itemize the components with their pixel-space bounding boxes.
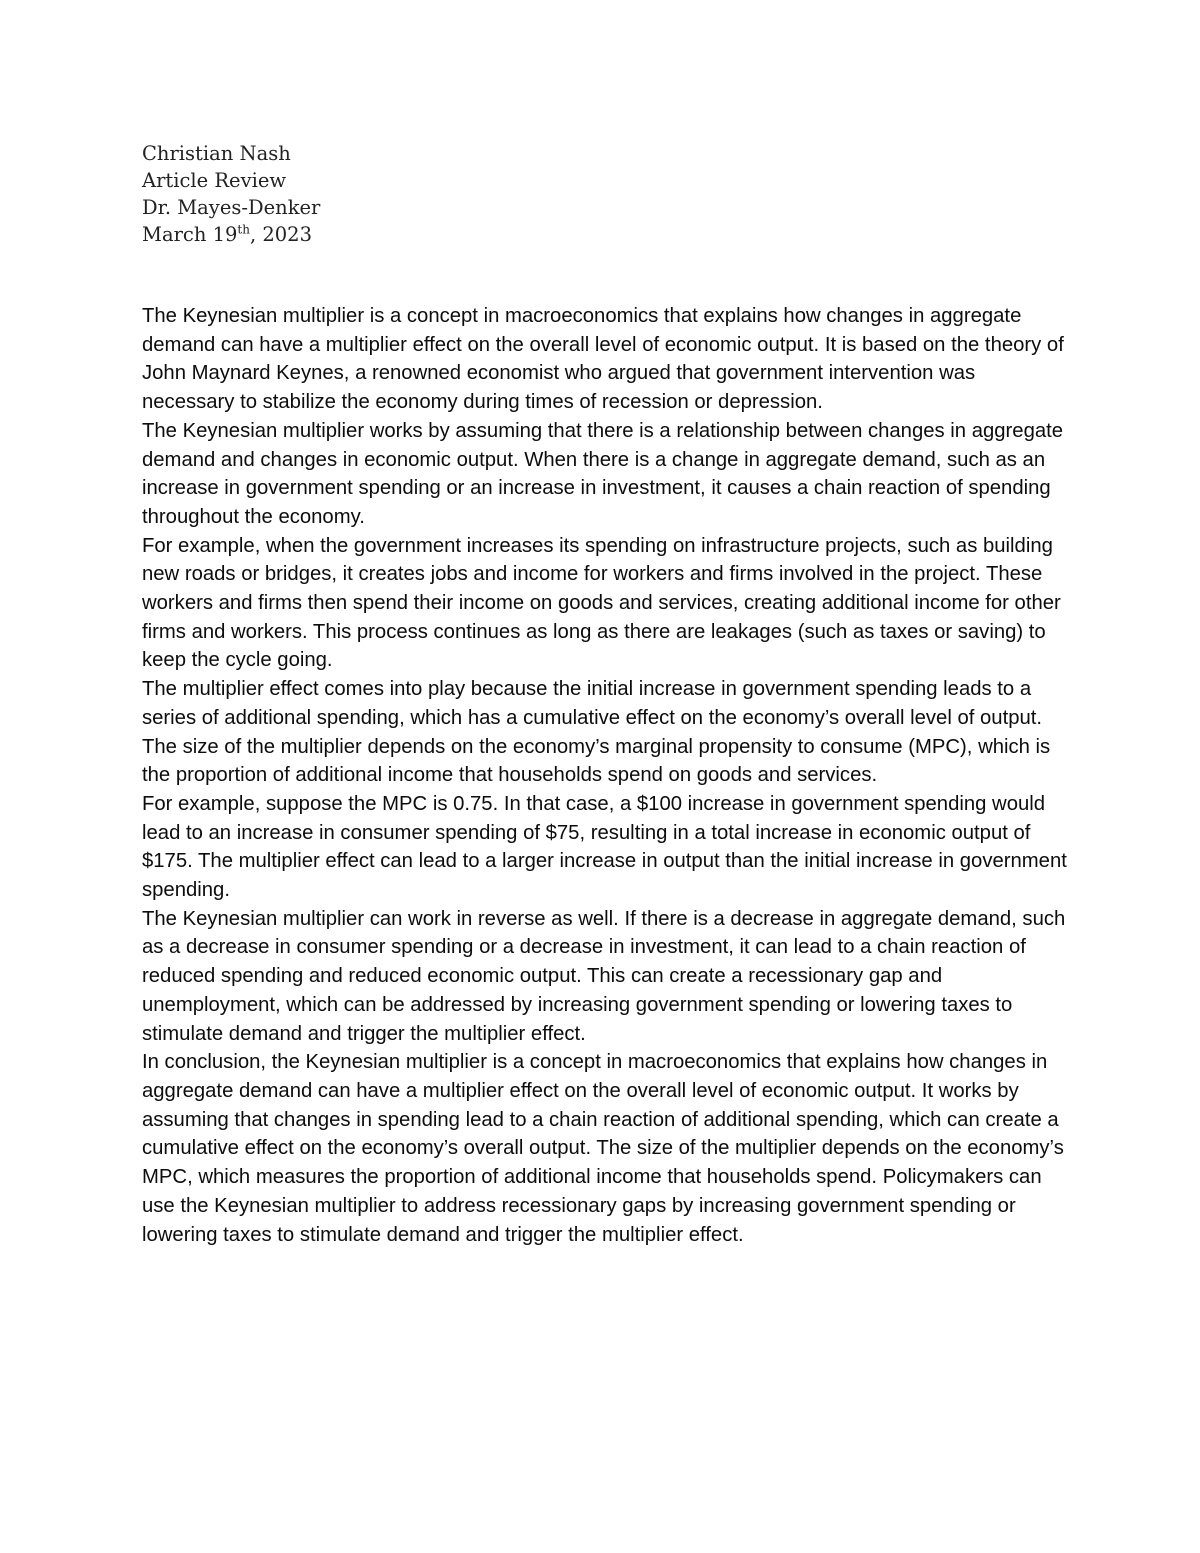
- author-name: Christian Nash: [142, 142, 291, 165]
- body-paragraph: The Keynesian multiplier can work in reverse as well. If there is a decrease in aggregate demand, such as a decrease in consumer spending or a decrease in investment, it can lead to a chain reaction of reduced spending and reduced economic output. This can create a recessionary gap and unemployment, which can be addressed by increasing government spending or lowering taxes to stimulate demand and trigger the multiplier effect.: [142, 907, 1066, 1045]
- body-paragraph: The Keynesian multiplier works by assuming that there is a relationship between changes in aggregate demand and changes in economic output. When there is a change in aggregate demand, such as an increase in government spending or an increase in investment, it causes a chain reaction of spending throughout the economy.: [142, 419, 1064, 528]
- document-body: [142, 302, 1067, 1249]
- body-paragraph: In conclusion, the Keynesian multiplier is a concept in macroeconomics that explains how changes in aggregate demand can have a multiplier effect on the overall level of economic output. It works by assuming that changes in spending lead to a chain reaction of additional spending, which can create a cumulative effect on the economy’s overall output. The size of the multiplier depends on the economy’s MPC, which measures the proportion of additional income that households spend. Policymakers can use the Keynesian multiplier to address recessionary gaps by increasing government spending or lowering taxes to stimulate demand and trigger the multiplier effect.: [142, 1051, 1064, 1246]
- date-month-day: March 19: [142, 223, 238, 246]
- date-ordinal-suffix: th: [237, 222, 250, 237]
- body-paragraph: The Keynesian multiplier is a concept in macroeconomics that explains how changes in aggregate demand can have a multiplier effect on the overall level of economic output. It is based on the theory of John Maynard Keynes, a renowned economist who argued that government intervention was necessary to stabilize the economy during times of recession or depression.: [142, 305, 1064, 414]
- document-page: [142, 140, 1067, 1249]
- document-header: [142, 140, 1067, 248]
- instructor-name: Dr. Mayes-Denker: [142, 196, 321, 219]
- document-date: [142, 221, 1067, 248]
- body-paragraph: For example, suppose the MPC is 0.75. In that case, a $100 increase in government spending would lead to an increase in consumer spending of $75, resulting in a total increase in economic output of $175. The multiplier effect can lead to a larger increase in output than the initial increase in government spending.: [142, 792, 1067, 902]
- assignment-title: Article Review: [142, 169, 287, 192]
- body-paragraph: For example, when the government increases its spending on infrastructure projects, such as building new roads or bridges, it creates jobs and income for workers and firms involved in the project. These workers and firms then spend their income on goods and services, creating additional income for other firms and workers. This process continues as long as there are leakages (such as taxes or saving) to keep the cycle going.: [142, 534, 1061, 672]
- body-paragraph: The multiplier effect comes into play because the initial increase in government spending leads to a series of additional spending, which has a cumulative effect on the economy’s overall level of output. The size of the multiplier depends on the economy’s marginal propensity to consume (MPC), which is the proportion of additional income that households spend on goods and services.: [142, 678, 1051, 787]
- date-year: , 2023: [249, 223, 312, 246]
